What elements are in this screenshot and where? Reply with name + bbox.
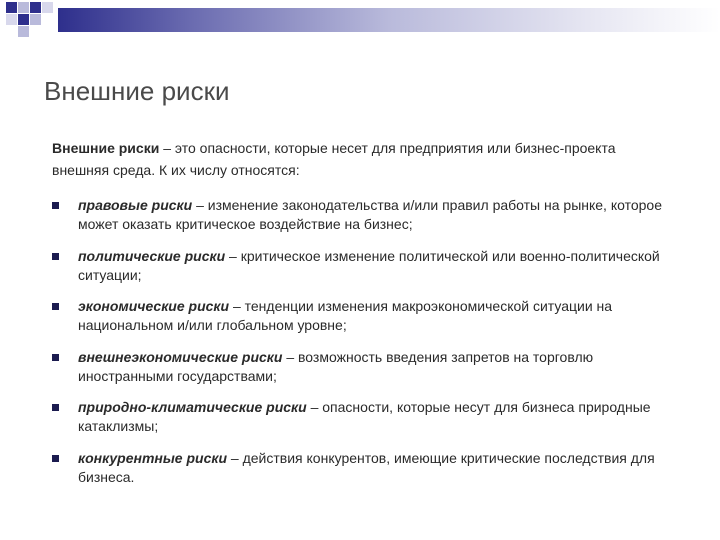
intro-paragraph <box>52 137 672 181</box>
risk-description: – тенденции изменения макроэкономической ситуации на национальном и/или глобальном уровне; <box>78 298 613 333</box>
list-item <box>52 297 682 335</box>
risk-name: правовые риски <box>78 197 193 213</box>
intro-text: – это опасности, которые несет для предприятия или бизнес-проекта внешняя среда. К их числу относятся: <box>52 140 616 178</box>
slide-title: Внешние риски <box>44 76 230 106</box>
square-bullet-icon <box>52 404 59 411</box>
list-item <box>52 348 682 386</box>
risk-description: – критическое изменение политической или военно-политической ситуации; <box>78 247 660 283</box>
risk-description: – действия конкурентов, имеющие критические последствия для бизнеса. <box>78 449 655 485</box>
list-item <box>52 398 682 436</box>
risk-name: природно-климатические риски <box>78 399 307 415</box>
risk-list <box>52 196 682 499</box>
square-bullet-icon <box>52 202 59 209</box>
risk-description: – изменение законодательства и/или правил работы на рынке, которое может оказать критическое воздействие на бизнес; <box>78 197 662 232</box>
decoration-square <box>6 2 17 13</box>
square-bullet-icon <box>52 354 59 361</box>
risk-description: – опасности, которые несут для бизнеса природные катаклизмы; <box>78 399 651 434</box>
decoration-square <box>18 14 29 25</box>
risk-name: экономические риски <box>78 298 230 314</box>
decoration-square <box>18 26 29 37</box>
risk-description: – возможность введения запретов на торговлю иностранными государствами; <box>78 348 594 384</box>
square-bullet-icon <box>52 253 59 260</box>
header-gradient-bar <box>58 8 720 32</box>
decoration-square <box>30 14 41 25</box>
intro-term: Внешние риски <box>52 140 160 156</box>
header-decoration-squares <box>0 0 60 40</box>
risk-name: конкурентные риски <box>78 449 228 466</box>
list-item <box>52 196 682 234</box>
risk-name: внешнеэкономические риски <box>78 348 283 365</box>
list-item <box>52 247 682 285</box>
list-item <box>52 449 682 487</box>
decoration-square <box>30 2 41 13</box>
risk-name: политические риски <box>78 247 226 264</box>
decoration-square <box>6 14 17 25</box>
decoration-square <box>42 2 53 13</box>
square-bullet-icon <box>52 455 59 462</box>
square-bullet-icon <box>52 303 59 310</box>
decoration-square <box>18 2 29 13</box>
